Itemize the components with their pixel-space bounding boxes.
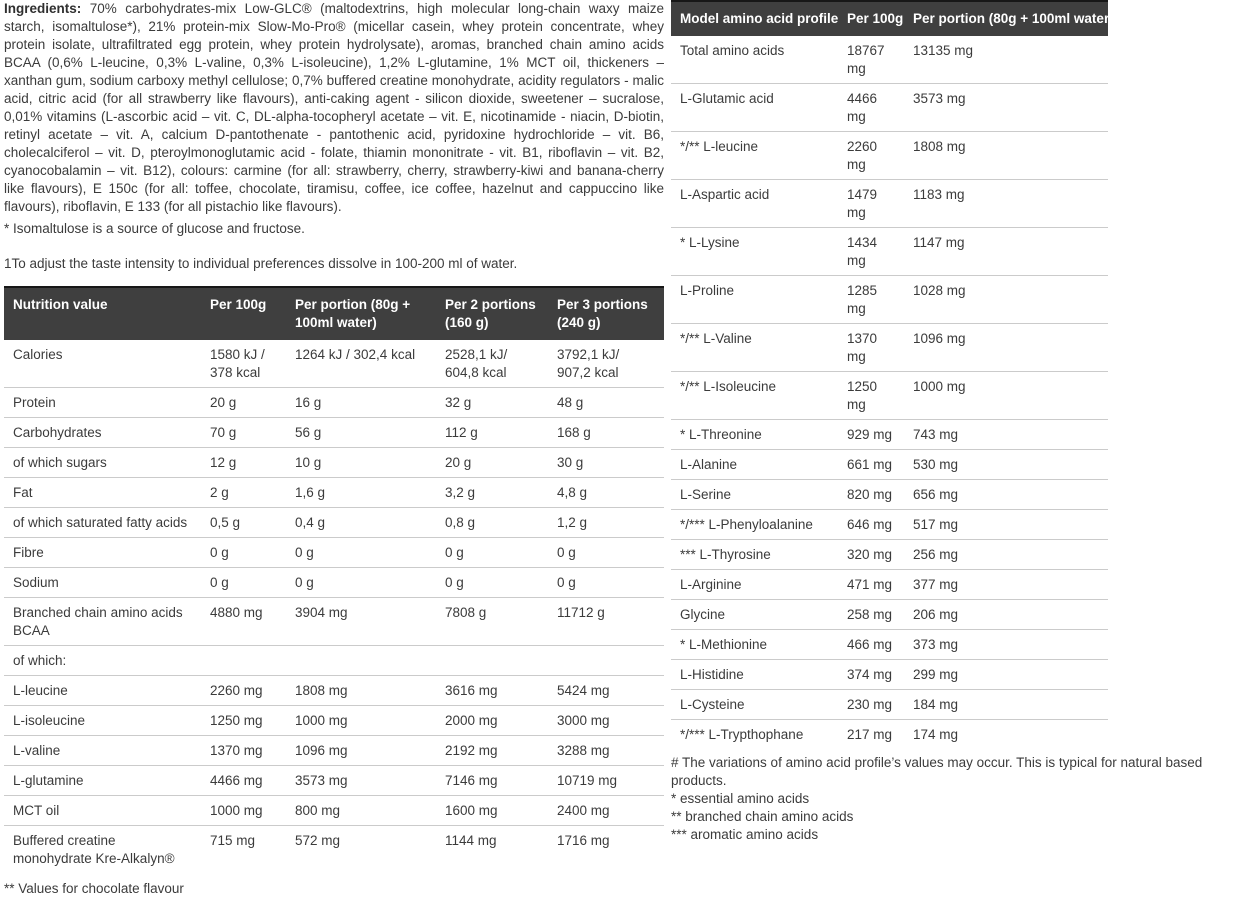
- cell-value: 2 g: [201, 478, 286, 508]
- row-label: Branched chain amino acids BCAA: [4, 598, 201, 646]
- cell-value: 800 mg: [286, 796, 436, 826]
- row-label: */** L-leucine: [671, 132, 838, 180]
- cell-value: 0 g: [286, 538, 436, 568]
- cell-value: 168 g: [548, 418, 664, 448]
- cell-value: 1808 mg: [904, 132, 1108, 180]
- column-header: Per 100g: [838, 1, 904, 36]
- cell-value: 0 g: [201, 538, 286, 568]
- cell-value: 661 mg: [838, 450, 904, 480]
- cell-value: 374 mg: [838, 660, 904, 690]
- row-label: Glycine: [671, 600, 838, 630]
- cell-value: 3792,1 kJ/ 907,2 kcal: [548, 340, 664, 388]
- row-label: L-glutamine: [4, 766, 201, 796]
- table-row: [671, 372, 1108, 420]
- table-row: [671, 36, 1108, 84]
- table-row: [671, 690, 1108, 720]
- taste-instruction: 1To adjust the taste intensity to individual preferences dissolve in 100-200 ml of water.: [4, 256, 518, 271]
- left-column: [4, 0, 664, 898]
- cell-value: 2260 mg: [838, 132, 904, 180]
- row-label: of which sugars: [4, 448, 201, 478]
- row-label: * L-Lysine: [671, 228, 838, 276]
- cell-value: 4466 mg: [838, 84, 904, 132]
- cell-value: 1,6 g: [286, 478, 436, 508]
- cell-value: 1,2 g: [548, 508, 664, 538]
- row-label: Protein: [4, 388, 201, 418]
- chocolate-flavour-note: ** Values for chocolate flavour: [4, 881, 184, 896]
- cell-value: 572 mg: [295, 833, 341, 848]
- cell-value: 1285 mg: [838, 276, 904, 324]
- row-label: of which saturated fatty acids: [4, 508, 201, 538]
- cell-value: 10 g: [286, 448, 436, 478]
- cell-value: 1370 mg: [838, 324, 904, 372]
- table-row: [671, 228, 1108, 276]
- row-label: L-isoleucine: [4, 706, 201, 736]
- table-row: [4, 796, 664, 826]
- cell-value: 30 g: [548, 448, 664, 478]
- cell-value: 1250 mg: [201, 706, 286, 736]
- cell-value: 4,8 g: [548, 478, 664, 508]
- cell-value: 10719 mg: [548, 766, 664, 796]
- cell-value: 0 g: [436, 538, 548, 568]
- row-label: L-leucine: [4, 676, 201, 706]
- table-row: [4, 478, 664, 508]
- cell-value: 112 g: [436, 418, 548, 448]
- cell-value: 929 mg: [838, 420, 904, 450]
- table-row: [4, 538, 664, 568]
- cell-value: 2400 mg: [548, 796, 664, 826]
- cell-value: 217 mg: [847, 727, 893, 742]
- cell-value: 2192 mg: [436, 736, 548, 766]
- cell-value: 0 g: [548, 568, 664, 598]
- row-label: */*** L-Phenyloalanine: [671, 510, 838, 540]
- table-row: [671, 660, 1108, 690]
- cell-value: 3616 mg: [436, 676, 548, 706]
- row-label: L-Alanine: [671, 450, 838, 480]
- cell-value: 2260 mg: [201, 676, 286, 706]
- ingredients-label: Ingredients:: [4, 1, 82, 16]
- column-header: Per 100g: [201, 287, 286, 340]
- table-row: [671, 630, 1108, 660]
- cell-value: 471 mg: [838, 570, 904, 600]
- cell-value: 0 g: [436, 568, 548, 598]
- table-row: [4, 508, 664, 538]
- cell-value: [548, 646, 664, 676]
- table-row: [671, 450, 1108, 480]
- row-label: Fibre: [4, 538, 201, 568]
- cell-value: 1264 kJ / 302,4 kcal: [286, 340, 436, 388]
- cell-value: 7808 g: [436, 598, 548, 646]
- column-header: Nutrition value: [4, 287, 201, 340]
- row-label: Calories: [4, 340, 201, 388]
- cell-value: 299 mg: [904, 660, 1108, 690]
- cell-value: 517 mg: [904, 510, 1108, 540]
- cell-value: 3000 mg: [548, 706, 664, 736]
- cell-value: 48 g: [548, 388, 664, 418]
- footnote-line: *** aromatic amino acids: [671, 827, 819, 842]
- row-label: * L-Threonine: [671, 420, 838, 450]
- cell-value: 18767 mg: [838, 36, 904, 84]
- table-row: [4, 388, 664, 418]
- row-label: L-Aspartic acid: [671, 180, 838, 228]
- table-row: [4, 598, 664, 646]
- cell-value: 743 mg: [904, 420, 1108, 450]
- cell-value: 1479 mg: [838, 180, 904, 228]
- row-label: of which:: [4, 646, 201, 676]
- footnote-line: * essential amino acids: [671, 791, 810, 806]
- table-row: [671, 276, 1108, 324]
- row-label: L-Proline: [671, 276, 838, 324]
- cell-value: 20 g: [436, 448, 548, 478]
- row-label: Total amino acids: [671, 36, 838, 84]
- cell-value: 184 mg: [904, 690, 1108, 720]
- right-column: [671, 0, 1249, 844]
- cell-value: 3288 mg: [548, 736, 664, 766]
- table-row: [4, 418, 664, 448]
- cell-value: 3904 mg: [286, 598, 436, 646]
- cell-value: 3573 mg: [904, 84, 1108, 132]
- cell-value: 1096 mg: [904, 324, 1108, 372]
- column-header: Per portion (80g + 100ml water): [286, 287, 436, 340]
- table-header-row: [4, 287, 664, 340]
- nutrition-table: [4, 286, 664, 873]
- cell-value: 1580 kJ / 378 kcal: [201, 340, 286, 388]
- table-row: [4, 826, 664, 874]
- row-label: Buffered creatine monohydrate Kre-Alkalyn®: [13, 833, 175, 866]
- amino-table-header: [671, 1, 1114, 36]
- cell-value: 646 mg: [838, 510, 904, 540]
- row-label: L-Serine: [671, 480, 838, 510]
- amino-table-body: [671, 36, 1108, 749]
- column-header: Model amino acid profile: [671, 1, 838, 36]
- cell-value: 3,2 g: [436, 478, 548, 508]
- cell-value: 1370 mg: [201, 736, 286, 766]
- column-header: Per 3 portions (240 g): [548, 287, 664, 340]
- table-row: [671, 132, 1108, 180]
- column-header: Per 2 portions (160 g): [436, 287, 548, 340]
- table-row: [671, 420, 1108, 450]
- cell-value: 1183 mg: [904, 180, 1108, 228]
- row-label: * L-Methionine: [671, 630, 838, 660]
- cell-value: 4466 mg: [201, 766, 286, 796]
- cell-value: 1250 mg: [838, 372, 904, 420]
- cell-value: [201, 646, 286, 676]
- cell-value: 377 mg: [904, 570, 1108, 600]
- cell-value: 2000 mg: [436, 706, 548, 736]
- row-label: L-Cysteine: [671, 690, 838, 720]
- row-label: Fat: [4, 478, 201, 508]
- cell-value: 0,5 g: [201, 508, 286, 538]
- cell-value: 13135 mg: [904, 36, 1108, 84]
- row-label: *** L-Thyrosine: [671, 540, 838, 570]
- cell-value: 1144 mg: [445, 833, 497, 848]
- cell-value: 1000 mg: [201, 796, 286, 826]
- table-row: [671, 570, 1108, 600]
- footnote-line: # The variations of amino acid profile’s values may occur. This is typical for natural based products.: [671, 755, 1203, 788]
- table-row: [4, 676, 664, 706]
- cell-value: 466 mg: [838, 630, 904, 660]
- cell-value: 20 g: [201, 388, 286, 418]
- row-label: Carbohydrates: [4, 418, 201, 448]
- cell-value: 11712 g: [548, 598, 664, 646]
- column-header: Per portion (80g + 100ml water): [904, 1, 1108, 36]
- cell-value: 56 g: [286, 418, 436, 448]
- cell-value: 206 mg: [904, 600, 1108, 630]
- cell-value: 258 mg: [838, 600, 904, 630]
- cell-value: 256 mg: [904, 540, 1108, 570]
- table-row: [671, 180, 1108, 228]
- nutrition-table-header: [4, 287, 664, 340]
- cell-value: 2528,1 kJ/ 604,8 kcal: [436, 340, 548, 388]
- cell-value: 7146 mg: [436, 766, 548, 796]
- cell-value: 5424 mg: [548, 676, 664, 706]
- table-row: [4, 706, 664, 736]
- table-header-row: [671, 1, 1108, 36]
- cell-value: 0 g: [286, 568, 436, 598]
- cell-value: 530 mg: [904, 450, 1108, 480]
- table-row: [671, 324, 1108, 372]
- cell-value: 1147 mg: [904, 228, 1108, 276]
- table-row: [4, 448, 664, 478]
- nutrition-table-body: [4, 340, 664, 873]
- cell-value: [436, 646, 548, 676]
- cell-value: 12 g: [201, 448, 286, 478]
- cell-value: 0,4 g: [286, 508, 436, 538]
- table-row: [4, 568, 664, 598]
- cell-value: 174 mg: [913, 727, 959, 742]
- table-row: [671, 510, 1108, 540]
- table-row: [671, 600, 1108, 630]
- cell-value: 0 g: [201, 568, 286, 598]
- cell-value: 320 mg: [838, 540, 904, 570]
- cell-value: 1716 mg: [557, 833, 610, 848]
- row-label: L-valine: [4, 736, 201, 766]
- cell-value: 230 mg: [838, 690, 904, 720]
- cell-value: 1028 mg: [904, 276, 1108, 324]
- row-label: L-Glutamic acid: [671, 84, 838, 132]
- amino-footnotes: [671, 754, 1249, 844]
- row-label: */*** L-Trypthophane: [680, 727, 804, 742]
- cell-value: 1434 mg: [838, 228, 904, 276]
- cell-value: 70 g: [201, 418, 286, 448]
- ingredients-paragraph: [4, 0, 664, 216]
- row-label: Sodium: [4, 568, 201, 598]
- isomaltulose-footnote: * Isomaltulose is a source of glucose and fructose.: [4, 221, 305, 236]
- table-row: [671, 540, 1108, 570]
- cell-value: 1000 mg: [286, 706, 436, 736]
- ingredients-text: 70% carbohydrates-mix Low-GLC® (maltodextrins, high molecular long-chain waxy maize starch, isomaltulose*), 21% protein-mix Slow-Mo-Pro® (micellar casein, whey protein concentrate, whey protein isolate, ultrafiltrated egg protein, whey protein hydrolysate), aromas, branched chain amino acids BCAA (0,6% L-leucine, 0,3% L-valine, 0,3% L-isoleucine), 1,2% L-glutamine, 1% MCT oil, thickeners – xanthan gum, sodium carboxy methyl cellulose; 0,7% buffered creatine monohydrate, acidity regulators - malic acid, citric acid (for all strawberry like flavours), anti-caking agent - silicon dioxide, sweetener – sucralose, 0,01% vitamins (L-ascorbic acid – vit. C, DL-alpha-tocopheryl acetate – vit. E, nicotinamide - niacin, D-biotin, retinyl acetate – vit. A, calcium D-pantothenate - pantothenic acid, pyridoxine hydrochloride – vit. B6, cholecalciferol – vit. D, pteroylmonoglutamic acid - folate, thiamin mononitrate - vit. B1, riboflavin – vit. B2, cyanocobalamin – vit. B12), colours: carmine (for all: strawberry, cherry, strawberry-kiwi and banana-cherry like flavours), E 150c (for all: toffee, chocolate, tiramisu, coffee, ice coffee, hazelnut and cappuccino like flavours), riboflavin, E 133 (for all pistachio like flavours).: [4, 1, 664, 214]
- cell-value: 4880 mg: [201, 598, 286, 646]
- table-row: [671, 720, 1108, 750]
- table-row: [671, 480, 1108, 510]
- cell-value: 373 mg: [904, 630, 1108, 660]
- cell-value: 1096 mg: [286, 736, 436, 766]
- table-row: [4, 646, 664, 676]
- cell-value: 1600 mg: [436, 796, 548, 826]
- cell-value: 715 mg: [210, 833, 256, 848]
- cell-value: 0,8 g: [436, 508, 548, 538]
- amino-acid-table: [671, 0, 1114, 749]
- cell-value: 32 g: [436, 388, 548, 418]
- cell-value: 3573 mg: [286, 766, 436, 796]
- row-label: L-Arginine: [671, 570, 838, 600]
- table-row: [4, 340, 664, 388]
- row-label: */** L-Isoleucine: [671, 372, 838, 420]
- cell-value: 16 g: [286, 388, 436, 418]
- cell-value: 0 g: [548, 538, 664, 568]
- table-row: [671, 84, 1108, 132]
- cell-value: 1808 mg: [286, 676, 436, 706]
- cell-value: 656 mg: [904, 480, 1108, 510]
- row-label: */** L-Valine: [671, 324, 838, 372]
- cell-value: 820 mg: [838, 480, 904, 510]
- footnote-line: ** branched chain amino acids: [671, 809, 854, 824]
- table-row: [4, 736, 664, 766]
- row-label: L-Histidine: [671, 660, 838, 690]
- row-label: MCT oil: [4, 796, 201, 826]
- cell-value: 1000 mg: [904, 372, 1108, 420]
- cell-value: [286, 646, 436, 676]
- table-row: [4, 766, 664, 796]
